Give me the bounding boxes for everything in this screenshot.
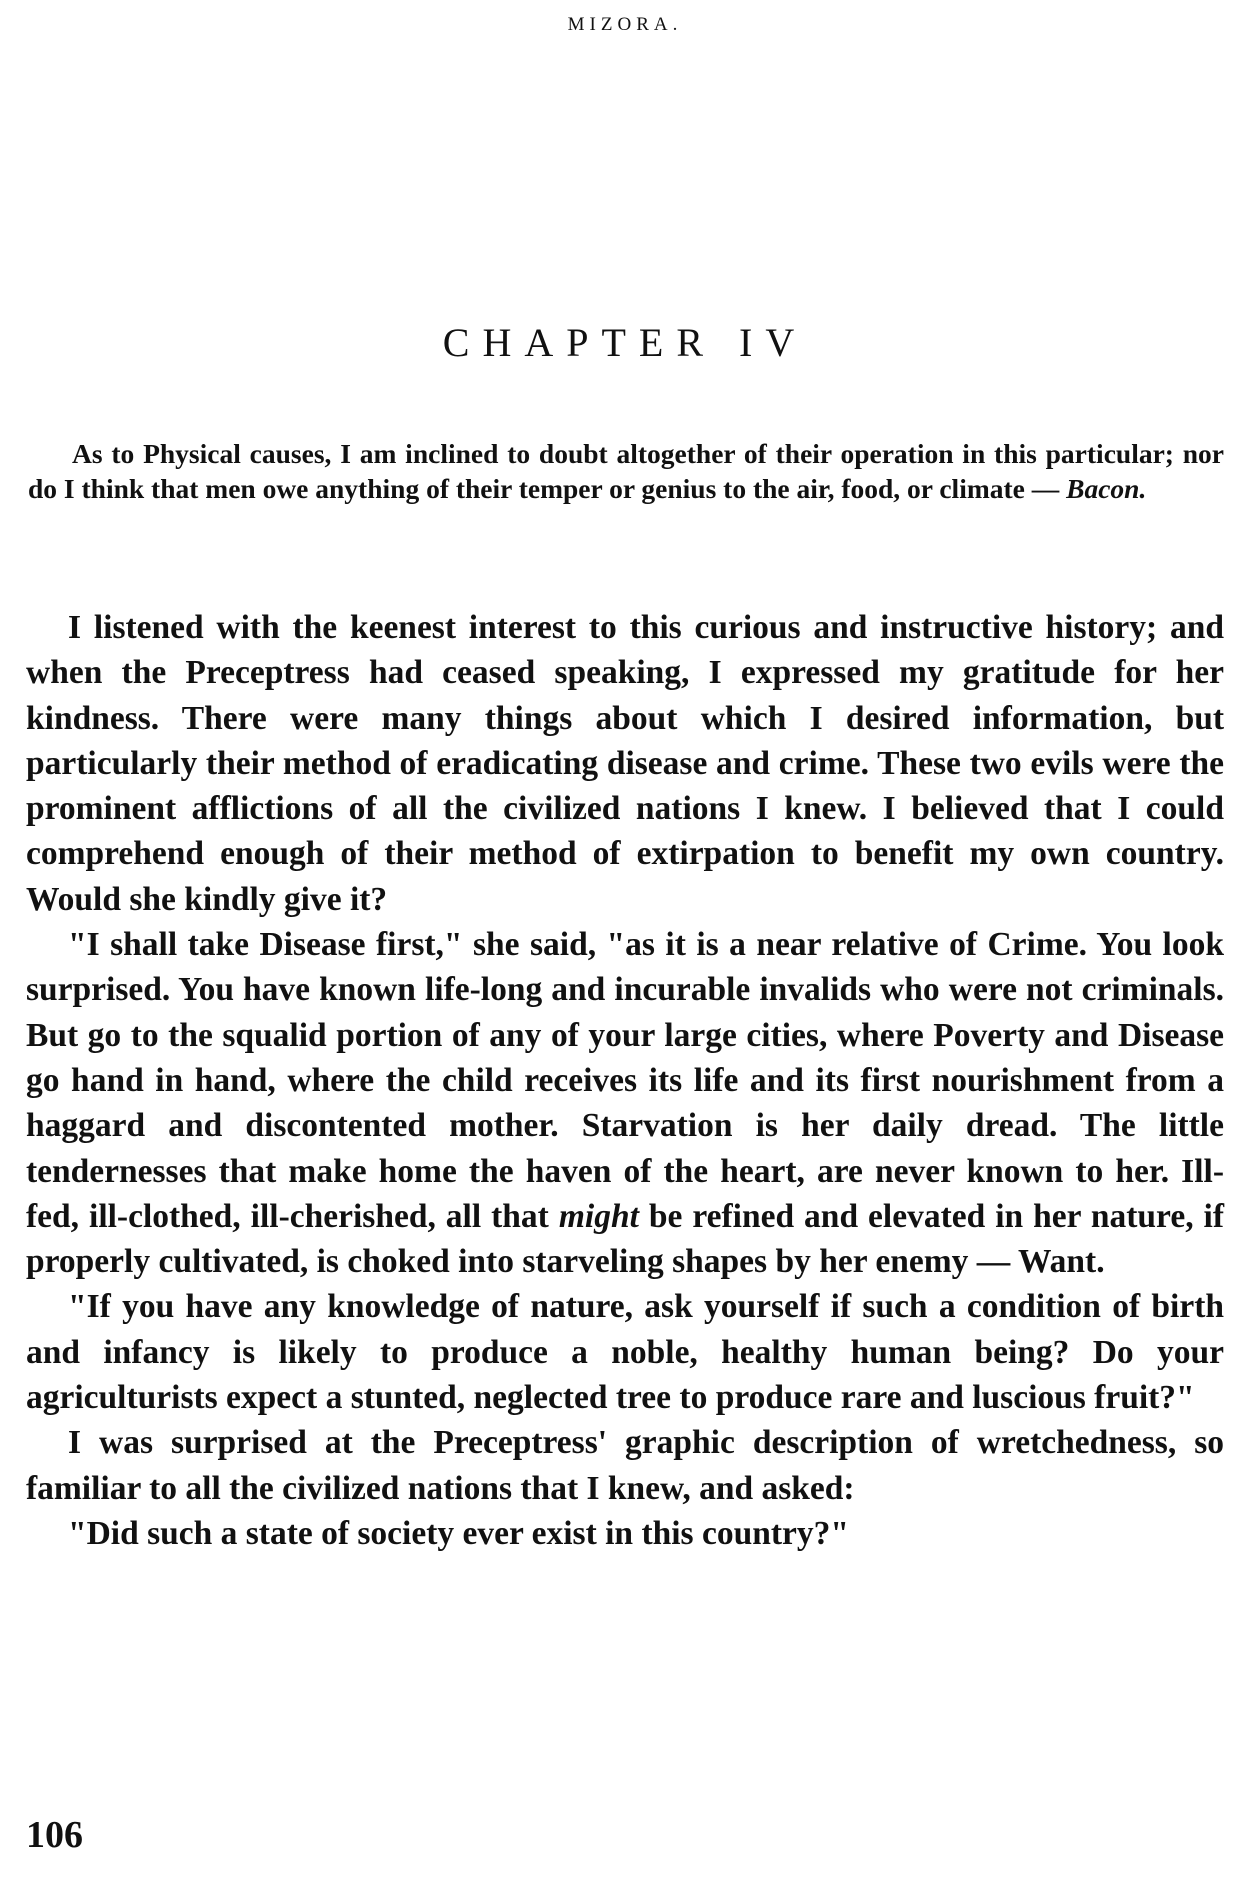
body-text (26, 605, 1224, 1556)
paragraph-2 (26, 922, 1224, 1284)
epigraph-text: As to Physical causes, I am inclined to doubt altogether of their operation in this particular; nor do I think that men owe anything of their temper or genius to the air, food, or climate — (28, 438, 1224, 504)
epigraph (28, 436, 1224, 506)
emphasized-word: might (558, 1197, 639, 1235)
running-head: MIZORA. (567, 14, 683, 35)
epigraph-attribution: Bacon. (1066, 473, 1147, 504)
paragraph-1: I listened with the keenest interest to this curious and instructive history; and when the Preceptress had ceased speaking, I expressed my gratitude for her kindness. There were many things about which I desired information, but particularly their method of eradicating disease and crime. These two evils were the prominent afflictions of all the civilized nations I knew. I believed that I could comprehend enough of their method of extirpation to benefit my own country. Would she kindly give it? (26, 609, 1224, 918)
epigraph-paragraph (28, 436, 1224, 506)
page-number: 106 (26, 1814, 83, 1856)
paragraph-3: "If you have any knowledge of nature, ask yourself if such a condition of birth and infancy is likely to produce a noble, healthy human being? Do your agriculturists expect a stunted, neglected tree to produce rare and luscious fruit?" (26, 1288, 1224, 1417)
paragraph-5: "Did such a state of society ever exist in this country?" (68, 1514, 849, 1552)
paragraph-2-text-after: be refined and elevated in her nature, if properly cultivated, is choked into starveling shapes by her enemy — Want. (26, 1197, 1225, 1281)
paragraph-4: I was surprised at the Preceptress' graphic description of wretchedness, so familiar to all the civilized nations that I knew, and asked: (26, 1424, 1224, 1507)
chapter-title: CHAPTER IV (442, 319, 808, 365)
paragraph-2-text-before: "I shall take Disease first," she said, "as it is a near relative of Crime. You look surprised. You have known life-long and incurable invalids who were not criminals. But go to the squalid portion of any of your large cities, where Poverty and Disease go hand in hand, where the child receives its life and its first nourishment from a haggard and discontented mother. Starvation is her daily dread. The little tendernesses that make home the haven of the heart, are never known to her. Ill-fed, ill-clothed, ill-cherished, all that (26, 926, 1224, 1235)
